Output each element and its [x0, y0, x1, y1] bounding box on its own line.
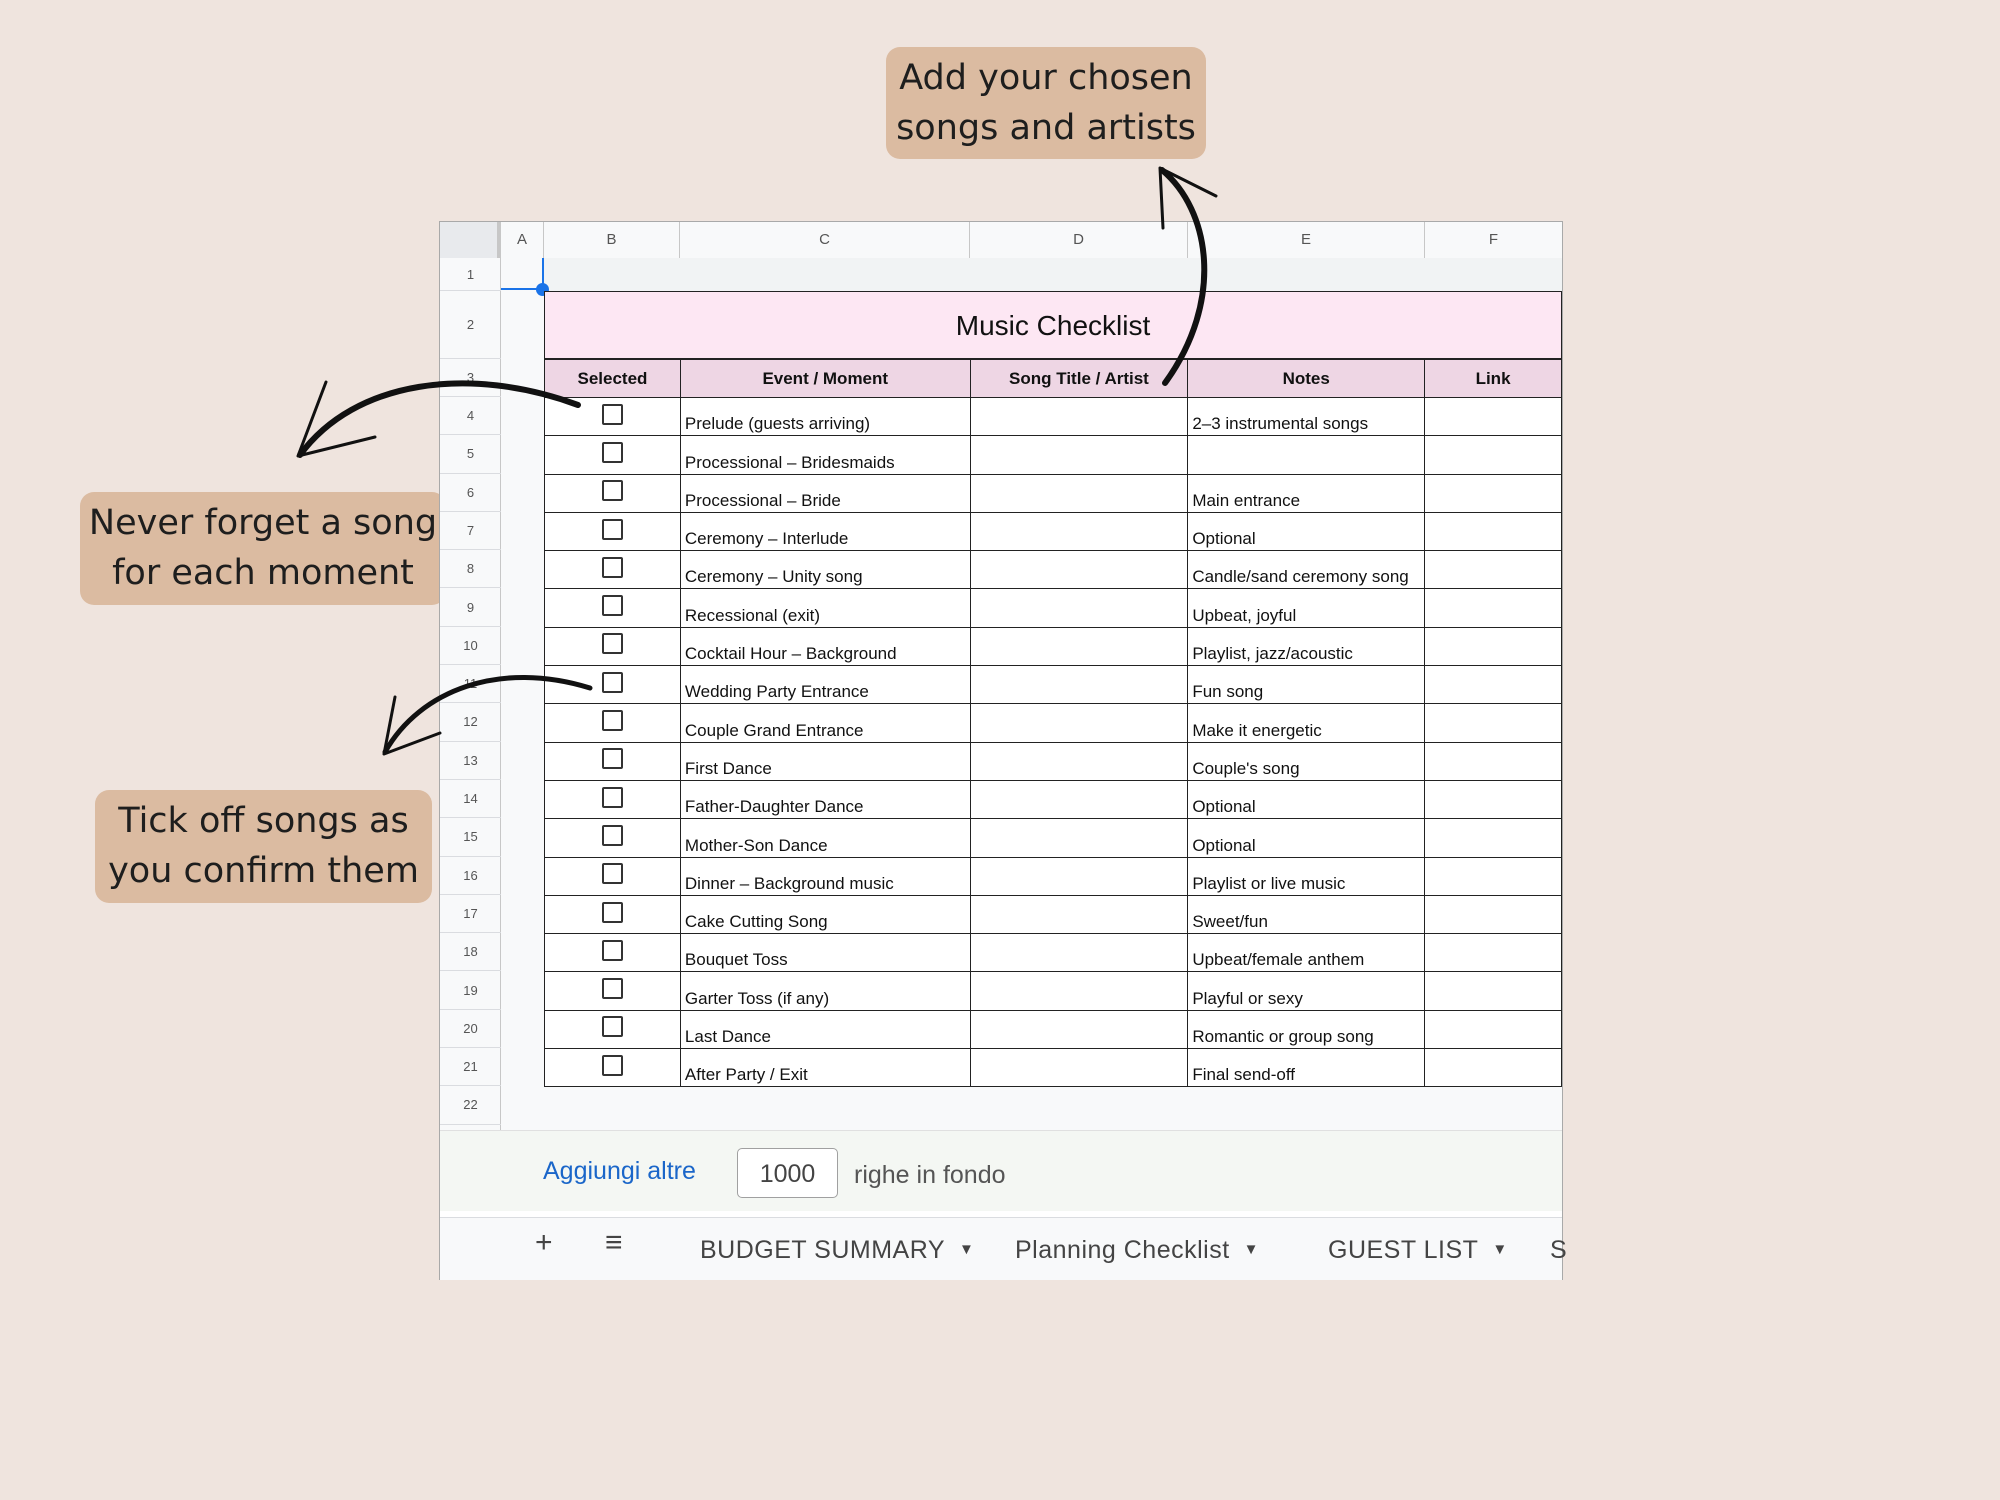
row-header-4[interactable]: 4 — [440, 397, 501, 435]
column-header-e[interactable]: E — [1188, 222, 1425, 258]
caret-down-icon[interactable]: ▼ — [1243, 1241, 1260, 1258]
notes-cell[interactable]: Make it energetic — [1188, 704, 1425, 742]
callout-line: for each moment — [112, 553, 414, 593]
tab-label: BUDGET SUMMARY — [700, 1236, 946, 1264]
event-moment-cell[interactable]: Father-Daughter Dance — [680, 780, 970, 818]
event-moment-cell[interactable]: After Party / Exit — [680, 1049, 970, 1087]
row-header-5[interactable]: 5 — [440, 435, 501, 473]
header-selected[interactable]: Selected — [545, 360, 681, 398]
header-event-moment[interactable]: Event / Moment — [680, 360, 970, 398]
event-moment-cell[interactable]: Bouquet Toss — [680, 934, 970, 972]
header-link[interactable]: Link — [1425, 360, 1562, 398]
tab-label: GUEST LIST — [1328, 1236, 1479, 1264]
row-header-17[interactable]: 17 — [440, 895, 501, 933]
sheet-title[interactable]: Music Checklist — [544, 291, 1562, 359]
caret-down-icon[interactable]: ▼ — [1492, 1241, 1508, 1258]
row-header-21[interactable]: 21 — [440, 1048, 501, 1086]
notes-cell[interactable]: Optional — [1188, 819, 1425, 857]
row-header-11[interactable]: 11 — [440, 665, 501, 703]
event-moment-cell[interactable]: Cake Cutting Song — [680, 895, 970, 933]
event-moment-cell[interactable]: Garter Toss (if any) — [680, 972, 970, 1010]
event-moment-cell[interactable]: Recessional (exit) — [680, 589, 970, 627]
callout-line: Never forget a song — [88, 503, 438, 543]
event-moment-cell[interactable]: Prelude (guests arriving) — [680, 398, 970, 436]
add-sheet-icon[interactable]: + — [535, 1226, 553, 1259]
notes-cell[interactable]: Playlist or live music — [1188, 857, 1425, 895]
row-header-13[interactable]: 13 — [440, 742, 501, 780]
event-moment-cell[interactable]: Mother-Son Dance — [680, 819, 970, 857]
rows-suffix-label: righe in fondo — [854, 1161, 1006, 1189]
event-moment-cell[interactable]: Processional – Bride — [680, 474, 970, 512]
notes-cell[interactable]: Romantic or group song — [1188, 1010, 1425, 1048]
caret-down-icon[interactable]: ▼ — [959, 1241, 975, 1258]
column-header-c[interactable]: C — [680, 222, 970, 258]
column-header-d[interactable]: D — [970, 222, 1188, 258]
event-moment-cell[interactable]: Ceremony – Interlude — [680, 512, 970, 550]
add-more-rows-link[interactable]: Aggiungi altre — [543, 1157, 696, 1185]
notes-cell[interactable]: Fun song — [1188, 666, 1425, 704]
header-notes[interactable]: Notes — [1188, 360, 1425, 398]
rows-count-input[interactable]: 1000 — [737, 1148, 838, 1198]
notes-cell[interactable]: Candle/sand ceremony song — [1188, 551, 1425, 589]
row-header-16[interactable]: 16 — [440, 857, 501, 895]
tab-label: Planning Checklist — [1015, 1236, 1230, 1264]
tab-partial[interactable]: S — [1550, 1236, 1568, 1264]
row-header-9[interactable]: 9 — [440, 589, 501, 627]
notes-cell[interactable]: Upbeat/female anthem — [1188, 934, 1425, 972]
callout-line: Add your chosen — [899, 58, 1193, 98]
row-header-19[interactable]: 19 — [440, 972, 501, 1010]
event-moment-cell[interactable]: Processional – Bridesmaids — [680, 436, 970, 474]
notes-cell[interactable]: Upbeat, joyful — [1188, 589, 1425, 627]
row-header-8[interactable]: 8 — [440, 550, 501, 588]
row-header-20[interactable]: 20 — [440, 1010, 501, 1048]
row-header-22[interactable]: 22 — [440, 1086, 501, 1124]
row-header-7[interactable]: 7 — [440, 512, 501, 550]
notes-cell[interactable]: Sweet/fun — [1188, 895, 1425, 933]
row-header-6[interactable]: 6 — [440, 474, 501, 512]
row-header-12[interactable]: 12 — [440, 703, 501, 741]
callout-line: you confirm them — [108, 851, 419, 891]
column-header-a[interactable]: A — [501, 222, 544, 258]
all-sheets-menu-icon[interactable]: ≡ — [605, 1226, 623, 1259]
event-moment-cell[interactable]: Couple Grand Entrance — [680, 704, 970, 742]
row-header-1[interactable]: 1 — [440, 258, 501, 291]
row-header-3[interactable]: 3 — [440, 359, 501, 397]
column-header-b[interactable]: B — [544, 222, 680, 258]
row-header-10[interactable]: 10 — [440, 627, 501, 665]
arrow-to-callout-top — [1162, 170, 1204, 383]
notes-cell[interactable]: Playlist, jazz/acoustic — [1188, 627, 1425, 665]
notes-cell[interactable]: Optional — [1188, 512, 1425, 550]
header-song-title-artist[interactable]: Song Title / Artist — [970, 360, 1188, 398]
event-moment-cell[interactable]: Ceremony – Unity song — [680, 551, 970, 589]
row-header-15[interactable]: 15 — [440, 818, 501, 856]
row-header-2[interactable]: 2 — [440, 291, 501, 359]
event-moment-cell[interactable]: Wedding Party Entrance — [680, 666, 970, 704]
event-moment-cell[interactable]: Dinner – Background music — [680, 857, 970, 895]
event-moment-cell[interactable]: Cocktail Hour – Background — [680, 627, 970, 665]
notes-cell[interactable]: Playful or sexy — [1188, 972, 1425, 1010]
callout-line: songs and artists — [896, 108, 1196, 148]
row-header-14[interactable]: 14 — [440, 780, 501, 818]
event-moment-cell[interactable]: First Dance — [680, 742, 970, 780]
callout-line: Tick off songs as — [118, 801, 409, 841]
notes-cell[interactable]: Final send-off — [1188, 1049, 1425, 1087]
notes-cell[interactable]: 2–3 instrumental songs — [1188, 398, 1425, 436]
column-header-f[interactable]: F — [1488, 231, 1499, 248]
notes-cell[interactable]: Optional — [1188, 780, 1425, 818]
notes-cell[interactable]: Main entrance — [1188, 474, 1425, 512]
notes-cell[interactable]: Couple's song — [1188, 742, 1425, 780]
row-header-18[interactable]: 18 — [440, 933, 501, 971]
event-moment-cell[interactable]: Last Dance — [680, 1010, 970, 1048]
